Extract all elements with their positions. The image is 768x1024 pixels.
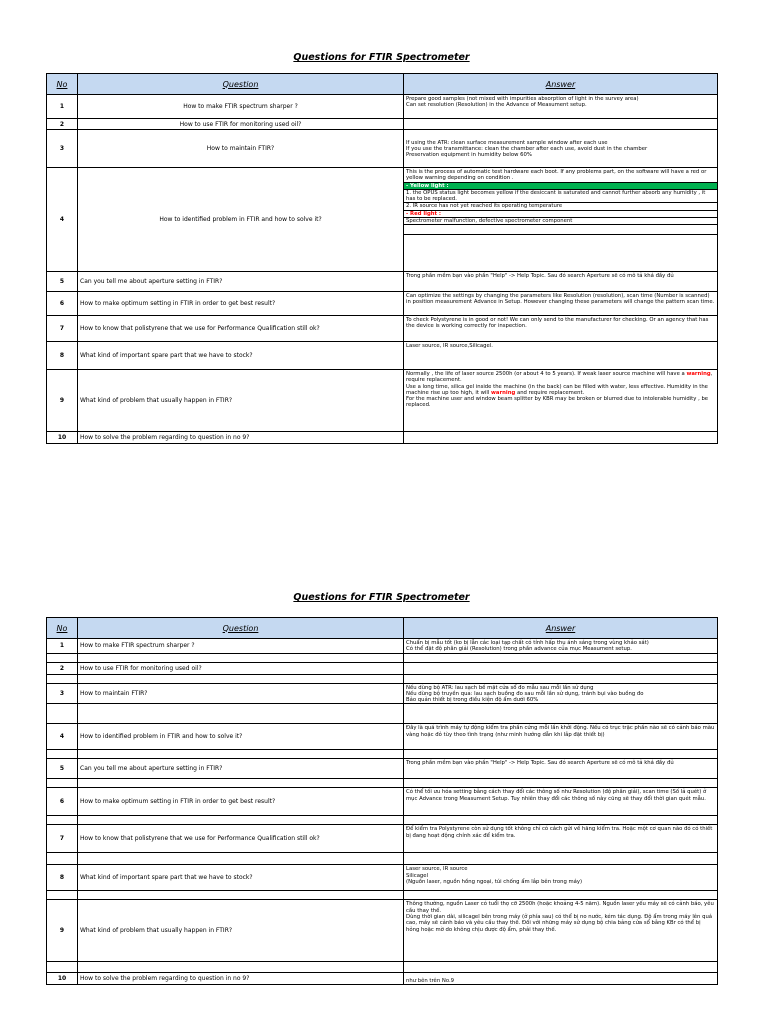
row-no: 9 <box>47 370 78 432</box>
table-row <box>47 292 718 316</box>
row-answer <box>404 432 718 444</box>
answer-line: Preservation equipment in humidity below 60% <box>406 152 532 159</box>
header-answer: Answer <box>404 618 718 639</box>
red-light-item: Spectrometer malfunction, defective spectrometer component <box>404 217 717 224</box>
header-no: No <box>47 74 78 95</box>
table-row <box>47 95 718 119</box>
answer-line: Trong phần mềm bạn vào phần "Help" -> Help Topic. Sau đó search Aperture sẽ có mô tả khá đầy đủ <box>406 273 674 279</box>
row-no: 5 <box>47 759 78 779</box>
answer-line: Use a long time, silica gel inside the machine (in the back) can be filled with water, less effective. Humidity in the machine rise up too high, it will warning and require replacement. <box>406 383 708 396</box>
row-question: How to maintain FTIR? <box>78 683 404 704</box>
answer-line: Trong phần mềm bạn vào phần "Help" -> Help Topic. Sau đó search Aperture sẽ có mô tả khá đầy đủ <box>406 760 674 767</box>
row-answer <box>404 865 718 891</box>
row-question: How to identified problem in FTIR and how to solve it? <box>78 724 404 750</box>
row-no: 10 <box>47 432 78 444</box>
table-row <box>47 662 718 674</box>
spacer-row <box>47 891 718 900</box>
row-question: What kind of problem that usually happen in FTIR? <box>78 900 404 962</box>
answer-line: Có thể tối ưu hóa setting bằng cách thay đổi các thông số như Resolution (độ phân giải), scan time (Số lả quét) ở mục Advance trong Measument Setup. Tuy nhiên thay đổi các thông số này cũng sẽ thay đổi thời gian quét mẫu. <box>406 789 707 802</box>
header-row <box>47 74 718 95</box>
row-no: 1 <box>47 639 78 654</box>
row-question: How to solve the problem regarding to question in no 9? <box>78 973 404 985</box>
row-no: 7 <box>47 316 78 342</box>
answer-line: Can set resolution (Resolution) in the Advance of Measument setup. <box>406 102 587 109</box>
header-answer: Answer <box>404 74 718 95</box>
yellow-light-item: 1. the OPUS status light becomes yellow if the desiccant is saturated and cannot further absorb any humidity , it has to be replaced. <box>404 189 717 203</box>
empty-line <box>404 224 717 234</box>
table-row <box>47 168 718 272</box>
row-question: How to use FTIR for monitoring used oil? <box>78 119 404 130</box>
yellow-light-item: 2. IR source has not yet reached its operating temperature <box>404 202 717 209</box>
row-no: 1 <box>47 95 78 119</box>
row-answer <box>404 683 718 704</box>
table-row <box>47 865 718 891</box>
table-row <box>47 272 718 292</box>
row-answer <box>404 119 718 130</box>
answer-line: Dùng thời gian dài, silicagel bên trong máy (ở phía sau) có thể bị no nước, kém tác dụng. Độ ẩm trong máy lên quá cao, máy sẽ cảnh báo và yêu cầu thay thế. Đối với những máy sử dụng bộ chia bảng cửa sổ bằng KBr có thể bị hỏng hoặc mờ do không chịu được độ ẩm, phải thay thế. <box>406 914 713 933</box>
table-row <box>47 788 718 816</box>
row-answer <box>404 825 718 853</box>
table-row <box>47 900 718 962</box>
yellow-light-label: - Yellow light : <box>404 182 717 189</box>
table-row <box>47 639 718 654</box>
answer-line: (Nguồn laser, nguồn hồng ngoại, túi chống ẩm lắp bên trong máy) <box>406 879 583 886</box>
row-question: How to know that polistyrene that we use for Performance Qualification still ok? <box>78 316 404 342</box>
row-answer <box>404 272 718 292</box>
table-row <box>47 825 718 853</box>
answer-line: Đây là quá trình máy tự động kiểm tra phần cứng mỗi lần khởi động. Nếu có trục trặc phần nào sẽ có cảnh báo màu vàng hoặc đỏ tùy theo tình trạng (như minh hướng dẫn khi lắp đặt thiết bị) <box>406 725 715 738</box>
table-row <box>47 683 718 704</box>
answer-line: If using the ATR: clean surface measurement sample window after each use <box>406 139 608 146</box>
answer-line: Thông thường, nguồn Laser có tuổi thọ cỡ 2500h (hoặc khoảng 4-5 năm). Nguồn laser yếu máy sẽ có cảnh báo, yêu cầu thay thế. <box>406 901 714 914</box>
row-answer <box>404 95 718 119</box>
row-no: 3 <box>47 130 78 168</box>
row-answer <box>404 342 718 370</box>
table-row <box>47 119 718 130</box>
empty-line <box>404 234 717 244</box>
spacer-row <box>47 962 718 973</box>
row-answer <box>404 292 718 316</box>
answer-line: Có thể đặt độ phân giải (Resolution) trong phần advance của mục Measument setup. <box>406 646 632 653</box>
sheet-title: Questions for FTIR Spectrometer <box>293 52 470 63</box>
answer-line: Nếu dùng bộ truyền qua: lau sạch buồng đo sau mỗi lần sử dụng, tránh bụi vào buồng đo <box>406 690 644 697</box>
spacer-row <box>47 704 718 724</box>
spacer-row <box>47 653 718 662</box>
row-question: How to identified problem in FTIR and how to solve it? <box>78 168 404 272</box>
header-no: No <box>47 618 78 639</box>
answer-line: Để kiểm tra Polystyrene còn sử dụng tốt không chỉ có cách gửi về hãng kiểm tra. Hoặc một cơ quan nào đó có thiết bị đang hoạt động chính xác để kiểm tra. <box>406 826 713 839</box>
answer-line: Can optimize the settings by changing the parameters like Resolution (resolution), scan time (Number is scanned) in position measurement Advance in Setup. However changing these parameters will change the pattern scan time. <box>406 293 715 306</box>
row-no: 6 <box>47 788 78 816</box>
answer-line: To check Polystyrene is in good or not! We can only send to the manufacturer for checking. Or an agency that has the device is working correctly for inspection. <box>406 317 709 330</box>
row-answer <box>404 370 718 432</box>
row-question: How to make FTIR spectrum sharper ? <box>78 95 404 119</box>
table-row <box>47 316 718 342</box>
row-no: 7 <box>47 825 78 853</box>
spacer-row <box>47 674 718 683</box>
row-question: Can you tell me about aperture setting in FTIR? <box>78 272 404 292</box>
row-question: How to know that polistyrene that we use for Performance Qualification still ok? <box>78 825 404 853</box>
red-light-label: - Red light : <box>404 210 717 217</box>
row-question: Can you tell me about aperture setting in FTIR? <box>78 759 404 779</box>
row-no: 3 <box>47 683 78 704</box>
row-no: 9 <box>47 900 78 962</box>
qa-table <box>46 617 718 985</box>
row-answer <box>404 662 718 674</box>
answer-line: Laser source, IR source <box>406 866 468 873</box>
answer-line: Silicagel <box>406 872 429 879</box>
warning-word: warning <box>686 371 711 377</box>
header-question: Question <box>78 618 404 639</box>
row-answer <box>404 316 718 342</box>
row-no: 8 <box>47 342 78 370</box>
header-question: Question <box>78 74 404 95</box>
answer-line: Bảo quản thiết bị trong điều kiện độ ẩm dưới 60% <box>406 697 539 704</box>
row-question: What kind of important spare part that we have to stock? <box>78 865 404 891</box>
row-answer <box>404 168 718 272</box>
table-row <box>47 130 718 168</box>
table-row <box>47 759 718 779</box>
row-answer <box>404 724 718 750</box>
row-question: How to solve the problem regarding to question in no 9? <box>78 432 404 444</box>
table-row <box>47 342 718 370</box>
row-answer <box>404 788 718 816</box>
table-row <box>47 973 718 985</box>
spacer-row <box>47 779 718 788</box>
answer-line: Normally , the life of laser source 2500h (or about 4 to 5 years). If weak laser source machine will have a warning, require replacement. <box>406 371 713 384</box>
table-row <box>47 724 718 750</box>
row-question: How to use FTIR for monitoring used oil? <box>78 662 404 674</box>
sheet-title: Questions for FTIR Spectrometer <box>293 592 470 603</box>
answer-line: Laser source, IR source,Silicagel. <box>406 343 493 349</box>
spacer-row <box>47 750 718 759</box>
row-question: How to make optimum setting in FTIR in order to get best result? <box>78 788 404 816</box>
row-question: How to maintain FTIR? <box>78 130 404 168</box>
answer-intro: This is the process of automatic test hardware each boot. If any problems part, on the software will have a red or yellow warning depending on condition . <box>406 169 707 182</box>
row-question: How to make optimum setting in FTIR in order to get best result? <box>78 292 404 316</box>
row-question: How to make FTIR spectrum sharper ? <box>78 639 404 654</box>
row-answer <box>404 130 718 168</box>
header-row <box>47 618 718 639</box>
row-no: 4 <box>47 168 78 272</box>
row-no: 4 <box>47 724 78 750</box>
row-no: 6 <box>47 292 78 316</box>
spacer-row <box>47 816 718 825</box>
row-answer <box>404 973 718 985</box>
row-no: 2 <box>47 662 78 674</box>
answer-line: For the machine user and window beam splitter by KBR may be broken or blurred due to intolerable humidity , be replaced. <box>406 396 709 409</box>
answer-line: If you use the transmittance: clean the chamber after each use, avoid dust in the chamber <box>406 145 648 152</box>
row-question: What kind of important spare part that we have to stock? <box>78 342 404 370</box>
answer-line: Prepare good samples (not mixed with impurities absorption of light in the survey area) <box>406 96 639 102</box>
spacer-row <box>47 853 718 865</box>
row-no: 10 <box>47 973 78 985</box>
row-no: 2 <box>47 119 78 130</box>
row-question: What kind of problem that usually happen in FTIR? <box>78 370 404 432</box>
answer-line: Chuẩn bị mẫu tốt (ko bị lẫn các loại tạp chất có tính hấp thụ ánh sáng trong vùng khảo sát) <box>406 640 649 646</box>
row-answer <box>404 900 718 962</box>
row-answer <box>404 759 718 779</box>
qa-table <box>46 73 718 444</box>
warning-word: warning <box>491 389 516 396</box>
row-answer <box>404 639 718 654</box>
table-row <box>47 432 718 444</box>
answer-line: Nếu dùng bộ ATR: lau sạch bề mặt cửa sổ đo mẫu sau mỗi lần sử dụng <box>406 684 594 691</box>
row-no: 8 <box>47 865 78 891</box>
table-row <box>47 370 718 432</box>
row-no: 5 <box>47 272 78 292</box>
answer-line: như bên trên No.9 <box>406 978 455 985</box>
